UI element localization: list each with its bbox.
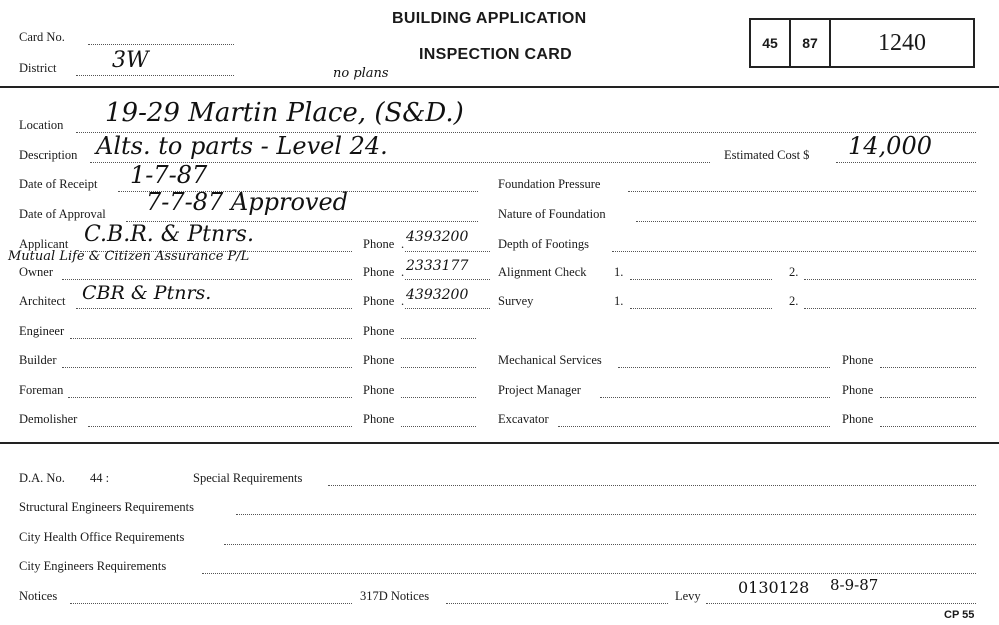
da-no-value: 44 : xyxy=(90,471,110,485)
notices-label: Notices xyxy=(19,589,58,603)
architect-field[interactable] xyxy=(76,308,352,309)
levy-field[interactable] xyxy=(706,603,976,604)
project-manager-phone-label: Phone xyxy=(842,383,874,397)
builder-label: Builder xyxy=(19,353,57,367)
survey-2-field[interactable] xyxy=(804,308,976,309)
box-2: 87 xyxy=(791,20,831,66)
date-approval-value: 7-7-87 Approved xyxy=(146,188,349,216)
architect-label: Architect xyxy=(19,294,66,308)
applicant-phone-value: 4393200 xyxy=(406,229,469,245)
architect-phone-label: Phone xyxy=(363,294,395,308)
notices-317d-field[interactable] xyxy=(446,603,668,604)
owner-value: Mutual Life & Citizen Assurance P/L xyxy=(8,249,250,264)
demolisher-phone-field[interactable] xyxy=(401,426,476,427)
builder-phone-field[interactable] xyxy=(401,367,476,368)
card-no-field[interactable] xyxy=(88,44,234,45)
architect-phone-field[interactable] xyxy=(405,308,490,309)
city-eng-req-field[interactable] xyxy=(202,573,976,574)
engineer-phone-label: Phone xyxy=(363,324,395,338)
mechanical-field[interactable] xyxy=(618,367,830,368)
date-receipt-label: Date of Receipt xyxy=(19,177,98,191)
applicant-label: Applicant xyxy=(19,237,69,251)
alignment-2-label: 2. xyxy=(789,265,799,279)
estimated-cost-field[interactable] xyxy=(836,162,976,163)
special-req-label: Special Requirements xyxy=(193,471,303,485)
architect-phone-value: 4393200 xyxy=(406,287,469,303)
project-manager-phone-field[interactable] xyxy=(880,397,976,398)
card-title-line1: BUILDING APPLICATION xyxy=(392,10,587,27)
location-value: 19-29 Martin Place, (S&D.) xyxy=(105,98,464,128)
foundation-pressure-label: Foundation Pressure xyxy=(498,177,601,191)
notices-317d-label: 317D Notices xyxy=(360,589,430,603)
foreman-label: Foreman xyxy=(19,383,64,397)
survey-2-label: 2. xyxy=(789,294,799,308)
foundation-pressure-field[interactable] xyxy=(628,191,976,192)
depth-footings-field[interactable] xyxy=(612,251,976,252)
excavator-label: Excavator xyxy=(498,412,549,426)
applicant-phone-label: Phone xyxy=(363,237,395,251)
nature-foundation-label: Nature of Foundation xyxy=(498,207,606,221)
owner-phone-label: Phone xyxy=(363,265,395,279)
alignment-2-field[interactable] xyxy=(804,279,976,280)
description-value: Alts. to parts - Level 24. xyxy=(96,132,388,160)
demolisher-label: Demolisher xyxy=(19,412,78,426)
plans-note: no plans xyxy=(333,66,389,81)
excavator-phone-field[interactable] xyxy=(880,426,976,427)
header-divider xyxy=(0,86,999,88)
mechanical-phone-field[interactable] xyxy=(880,367,976,368)
health-req-field[interactable] xyxy=(224,544,976,545)
foreman-phone-label: Phone xyxy=(363,383,395,397)
district-value: 3W xyxy=(112,48,149,73)
special-req-field[interactable] xyxy=(328,485,976,486)
foreman-phone-field[interactable] xyxy=(401,397,476,398)
owner-label: Owner xyxy=(19,265,54,279)
architect-value: CBR & Ptnrs. xyxy=(82,282,212,304)
box-1: 45 xyxy=(751,20,791,66)
owner-phone-field[interactable] xyxy=(405,279,490,280)
builder-field[interactable] xyxy=(62,367,352,368)
engineer-phone-field[interactable] xyxy=(401,338,476,339)
estimated-cost-value: 14,000 xyxy=(848,132,932,160)
demolisher-field[interactable] xyxy=(88,426,352,427)
levy-value: 0130128 xyxy=(738,578,810,597)
owner-field[interactable] xyxy=(62,279,352,280)
alignment-check-label: Alignment Check xyxy=(498,265,587,279)
notices-field[interactable] xyxy=(70,603,352,604)
card-title-line2: INSPECTION CARD xyxy=(419,46,572,63)
alignment-1-field[interactable] xyxy=(630,279,772,280)
project-manager-field[interactable] xyxy=(600,397,830,398)
estimated-cost-label: Estimated Cost $ xyxy=(724,148,810,162)
levy-label: Levy xyxy=(675,589,701,603)
date-approval-label: Date of Approval xyxy=(19,207,106,221)
excavator-phone-label: Phone xyxy=(842,412,874,426)
demolisher-phone-label: Phone xyxy=(363,412,395,426)
engineer-field[interactable] xyxy=(70,338,352,339)
card-number-boxes xyxy=(749,18,975,68)
nature-foundation-field[interactable] xyxy=(636,221,976,222)
engineer-label: Engineer xyxy=(19,324,65,338)
foreman-field[interactable] xyxy=(68,397,352,398)
health-req-label: City Health Office Requirements xyxy=(19,530,185,544)
structural-req-field[interactable] xyxy=(236,514,976,515)
depth-footings-label: Depth of Footings xyxy=(498,237,589,251)
applicant-phone-field[interactable] xyxy=(405,251,490,252)
excavator-field[interactable] xyxy=(558,426,830,427)
survey-1-field[interactable] xyxy=(630,308,772,309)
card-no-label: Card No. xyxy=(19,30,65,44)
district-label: District xyxy=(19,61,57,75)
structural-req-label: Structural Engineers Requirements xyxy=(19,500,194,514)
alignment-1-label: 1. xyxy=(614,265,624,279)
builder-phone-label: Phone xyxy=(363,353,395,367)
location-label: Location xyxy=(19,118,64,132)
details-divider xyxy=(0,442,999,444)
survey-1-label: 1. xyxy=(614,294,624,308)
district-field[interactable] xyxy=(76,75,234,76)
mechanical-label: Mechanical Services xyxy=(498,353,602,367)
levy-date: 8-9-87 xyxy=(830,576,879,594)
survey-label: Survey xyxy=(498,294,534,308)
box-card-number: 1240 xyxy=(878,29,926,56)
project-manager-label: Project Manager xyxy=(498,383,581,397)
owner-phone-value: 2333177 xyxy=(406,258,469,274)
city-eng-req-label: City Engineers Requirements xyxy=(19,559,167,573)
mechanical-phone-label: Phone xyxy=(842,353,874,367)
applicant-value: C.B.R. & Ptnrs. xyxy=(84,222,254,247)
date-receipt-value: 1-7-87 xyxy=(130,161,208,189)
da-no-label: D.A. No. xyxy=(19,471,65,485)
description-label: Description xyxy=(19,148,78,162)
form-code: CP 55 xyxy=(944,609,975,621)
